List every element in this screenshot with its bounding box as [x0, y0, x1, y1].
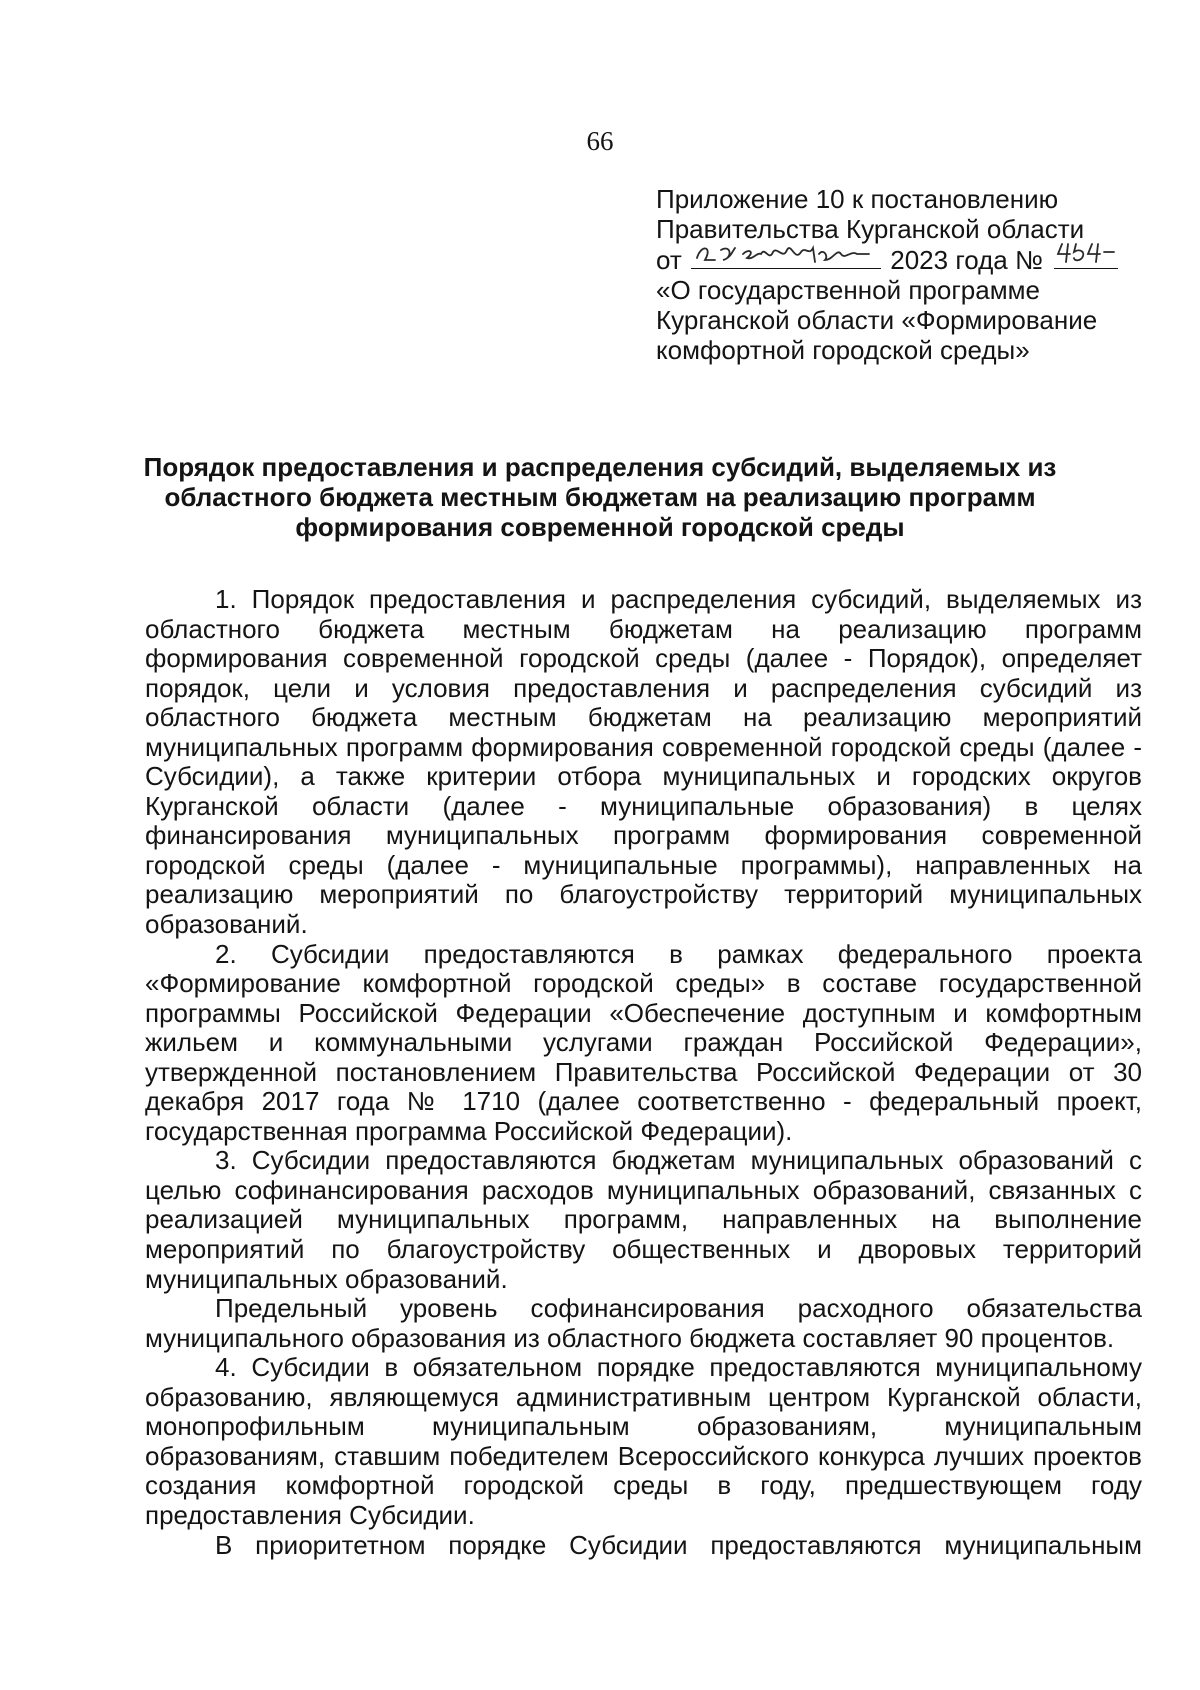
- body-line: создания комфортной городской среды в году, предшествующем году: [145, 1470, 1142, 1501]
- page-number: 66: [586, 126, 614, 156]
- body-line: мероприятий по благоустройству общественных и дворовых территорий: [145, 1234, 1142, 1265]
- body-line: В приоритетном порядке Субсидии предоставляются муниципальным: [215, 1529, 1142, 1560]
- body-line: Курганской области (далее - муниципальные образования) в целях: [145, 790, 1142, 821]
- annex-line: «О государственной программе: [656, 275, 1040, 305]
- title-line: областного бюджета местным бюджетам на реализацию программ: [164, 482, 1036, 512]
- body-line: финансирования муниципальных программ формирования современной: [145, 820, 1142, 851]
- annex-line: Курганской области «Формирование: [656, 305, 1098, 335]
- handwritten-date: [691, 244, 881, 269]
- body-line: муниципальных образований.: [145, 1263, 508, 1294]
- body-line: образований.: [145, 909, 308, 940]
- body-line: 2. Субсидии предоставляются в рамках федерального проекта: [215, 938, 1142, 969]
- body-line: программы Российской Федерации «Обеспечение доступным и комфортным: [145, 997, 1142, 1028]
- annex-date-line: [656, 244, 1176, 275]
- body-line: декабря 2017 года № 1710 (далее соответственно - федеральный проект,: [145, 1086, 1142, 1117]
- body-line: областного бюджета местным бюджетам на реализацию программ: [145, 613, 1142, 644]
- body-line: муниципальных программ формирования современной городской среды (далее -: [145, 731, 1142, 762]
- handwritten-number-signature: [1054, 238, 1118, 268]
- annex-line: комфортной городской среды»: [656, 335, 1030, 365]
- body-line: областного бюджета местным бюджетам на реализацию мероприятий: [145, 702, 1142, 733]
- body-line: государственная программа Российской Федерации).: [145, 1115, 793, 1146]
- body-line: Субсидии), а также критерии отбора муниципальных и городских округов: [145, 761, 1142, 792]
- body-line: порядок, цели и условия предоставления и распределения субсидий из: [145, 672, 1142, 703]
- body-line: «Формирование комфортной городской среды» в составе государственной: [145, 968, 1142, 999]
- body-line: муниципального образования из областного бюджета составляет 90 процентов.: [145, 1322, 1115, 1353]
- annex-date-prefix: от: [656, 245, 682, 275]
- annex-header: [656, 184, 1176, 365]
- body-line: 1. Порядок предоставления и распределения субсидий, выделяемых из: [215, 584, 1142, 614]
- body-line: образованию, являющемуся административным центром Курганской области,: [145, 1381, 1142, 1412]
- title-line: Порядок предоставления и распределения субсидий, выделяемых из: [143, 452, 1057, 482]
- body-line: жильем и коммунальными услугами граждан Российской Федерации»,: [145, 1027, 1142, 1058]
- handwritten-number: [1054, 244, 1118, 269]
- document-title: [90, 452, 1110, 542]
- body-line: предоставления Субсидии.: [145, 1499, 475, 1530]
- annex-year: 2023 года №: [890, 245, 1043, 275]
- document-body: [145, 585, 1142, 1560]
- title-line: формирования современной городской среды: [295, 512, 905, 542]
- body-line: реализацией муниципальных программ, направленных на выполнение: [145, 1204, 1142, 1235]
- body-line: образованиям, ставшим победителем Всероссийского конкурса лучших проектов: [145, 1440, 1142, 1471]
- body-line: городской среды (далее - муниципальные программы), направленных на: [145, 849, 1142, 880]
- body-line: 4. Субсидии в обязательном порядке предоставляются муниципальному: [215, 1352, 1142, 1383]
- body-line: утвержденной постановлением Правительства Российской Федерации от 30: [145, 1056, 1142, 1087]
- body-line: Предельный уровень софинансирования расходного обязательства: [215, 1293, 1142, 1324]
- handwritten-date-signature: [691, 238, 881, 268]
- body-line: целью софинансирования расходов муниципальных образований, связанных с: [145, 1174, 1142, 1205]
- body-line: реализацию мероприятий по благоустройству территорий муниципальных: [145, 879, 1142, 910]
- body-line: формирования современной городской среды (далее - Порядок), определяет: [145, 643, 1142, 674]
- body-line: 3. Субсидии предоставляются бюджетам муниципальных образований с: [215, 1145, 1142, 1176]
- body-line: монопрофильным муниципальным образованиям, муниципальным: [145, 1411, 1142, 1442]
- annex-line: Правительства Курганской области: [656, 214, 1085, 244]
- annex-line: Приложение 10 к постановлению: [656, 184, 1059, 214]
